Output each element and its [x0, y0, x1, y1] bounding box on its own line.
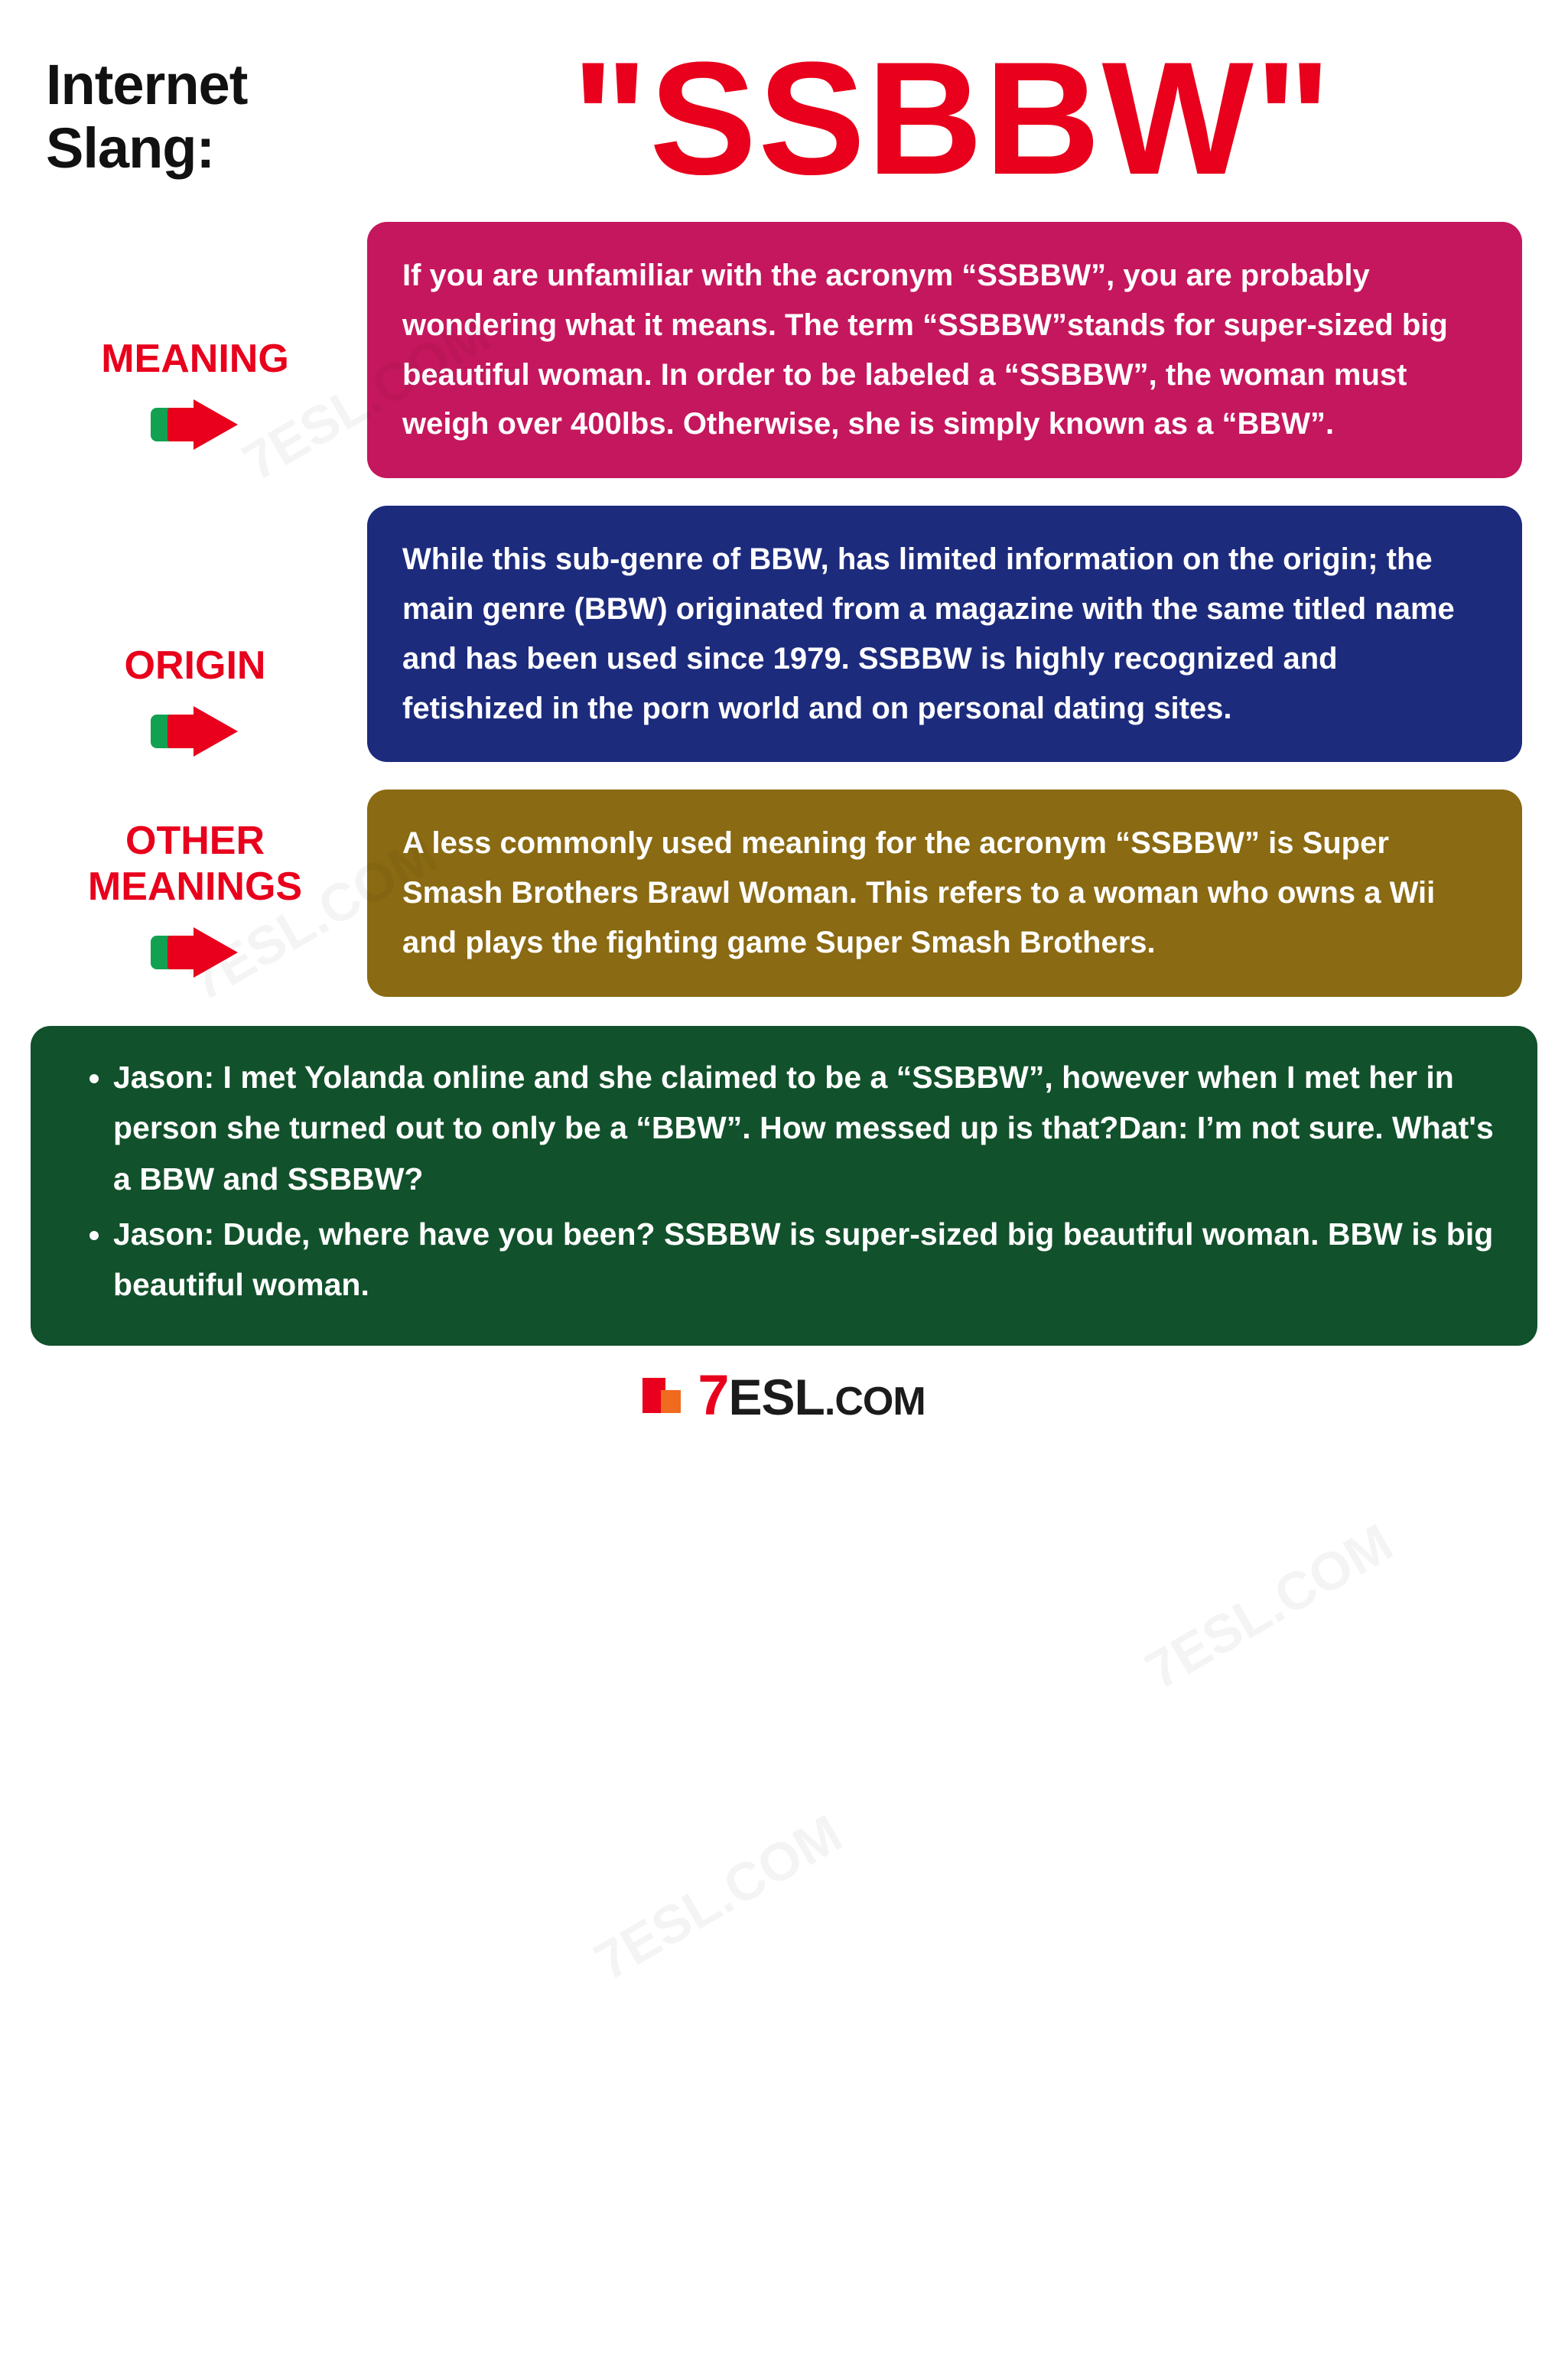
- arrow-right-icon: [151, 399, 239, 450]
- section-other-meanings-label: [46, 790, 367, 978]
- logo-text: [698, 1363, 926, 1427]
- examples-card: [31, 1026, 1537, 1346]
- page-header: [0, 0, 1568, 208]
- site-logo: [0, 1363, 1568, 1427]
- arrow-icon-wrap: [46, 927, 344, 978]
- section-origin: [0, 506, 1568, 762]
- term-title: "SSBBW": [571, 28, 1333, 208]
- section-meaning-label-text: MEANING: [101, 337, 289, 381]
- logo-mark-icon: [642, 1373, 690, 1418]
- section-origin-label-text: ORIGIN: [124, 643, 266, 689]
- arrow-right-icon: [151, 706, 239, 757]
- logo-seven: 7: [698, 1363, 729, 1427]
- logo-esl: ESL: [728, 1368, 825, 1425]
- page-title-line2: Slang:: [46, 116, 215, 180]
- logo-dotcom: .COM: [824, 1379, 926, 1424]
- arrow-icon-wrap: [46, 399, 344, 450]
- section-meaning-text: If you are unfamiliar with the acronym “SSBBW”, you are probably wondering what it means. The term “SSBBW”stands for super-sized big beautiful woman. In order to be labeled a “SSBBW”, the woman must weigh over 400lbs. Otherwise, she is simply known as a “BBW”.: [367, 222, 1522, 478]
- section-origin-text: While this sub-genre of BBW, has limited information on the origin; the main genre (BBW) originated from a magazine with the same titled name and has been used since 1979. SSBBW is highly recognized and fetishized in the porn world and on personal dating sites.: [367, 506, 1522, 762]
- watermark: [1135, 1512, 1403, 1701]
- section-other-meanings-label-line2: MEANINGS: [87, 865, 303, 910]
- arrow-icon-wrap: [46, 706, 344, 757]
- section-meaning: [0, 222, 1568, 478]
- watermark: [584, 1802, 852, 1992]
- section-other-meanings-text: A less commonly used meaning for the acronym “SSBBW” is Super Smash Brothers Brawl Woman. This refers to a woman who owns a Wii and plays the fighting game Super Smash Brothers.: [367, 790, 1522, 996]
- arrow-right-icon: [151, 927, 239, 978]
- section-meaning-label: [46, 222, 367, 450]
- page-title-line1: Internet: [46, 53, 248, 116]
- page-title: [46, 31, 382, 181]
- section-other-meanings: [0, 790, 1568, 996]
- list-item: • Jason: Dude, where have you been? SSBBW is super-sized big beautiful woman. BBW is big beautiful woman.: [113, 1209, 1499, 1311]
- section-origin-label: [46, 506, 367, 757]
- examples-list: [69, 1052, 1499, 1311]
- list-item: • Jason: I met Yolanda online and she claimed to be a “SSBBW”, however when I met her in person she turned out to only be a “BBW”. How messed up is that?Dan: I’m not sure. What's a BBW and SSBBW?: [113, 1052, 1499, 1204]
- section-other-meanings-label-line1: OTHER: [125, 819, 265, 864]
